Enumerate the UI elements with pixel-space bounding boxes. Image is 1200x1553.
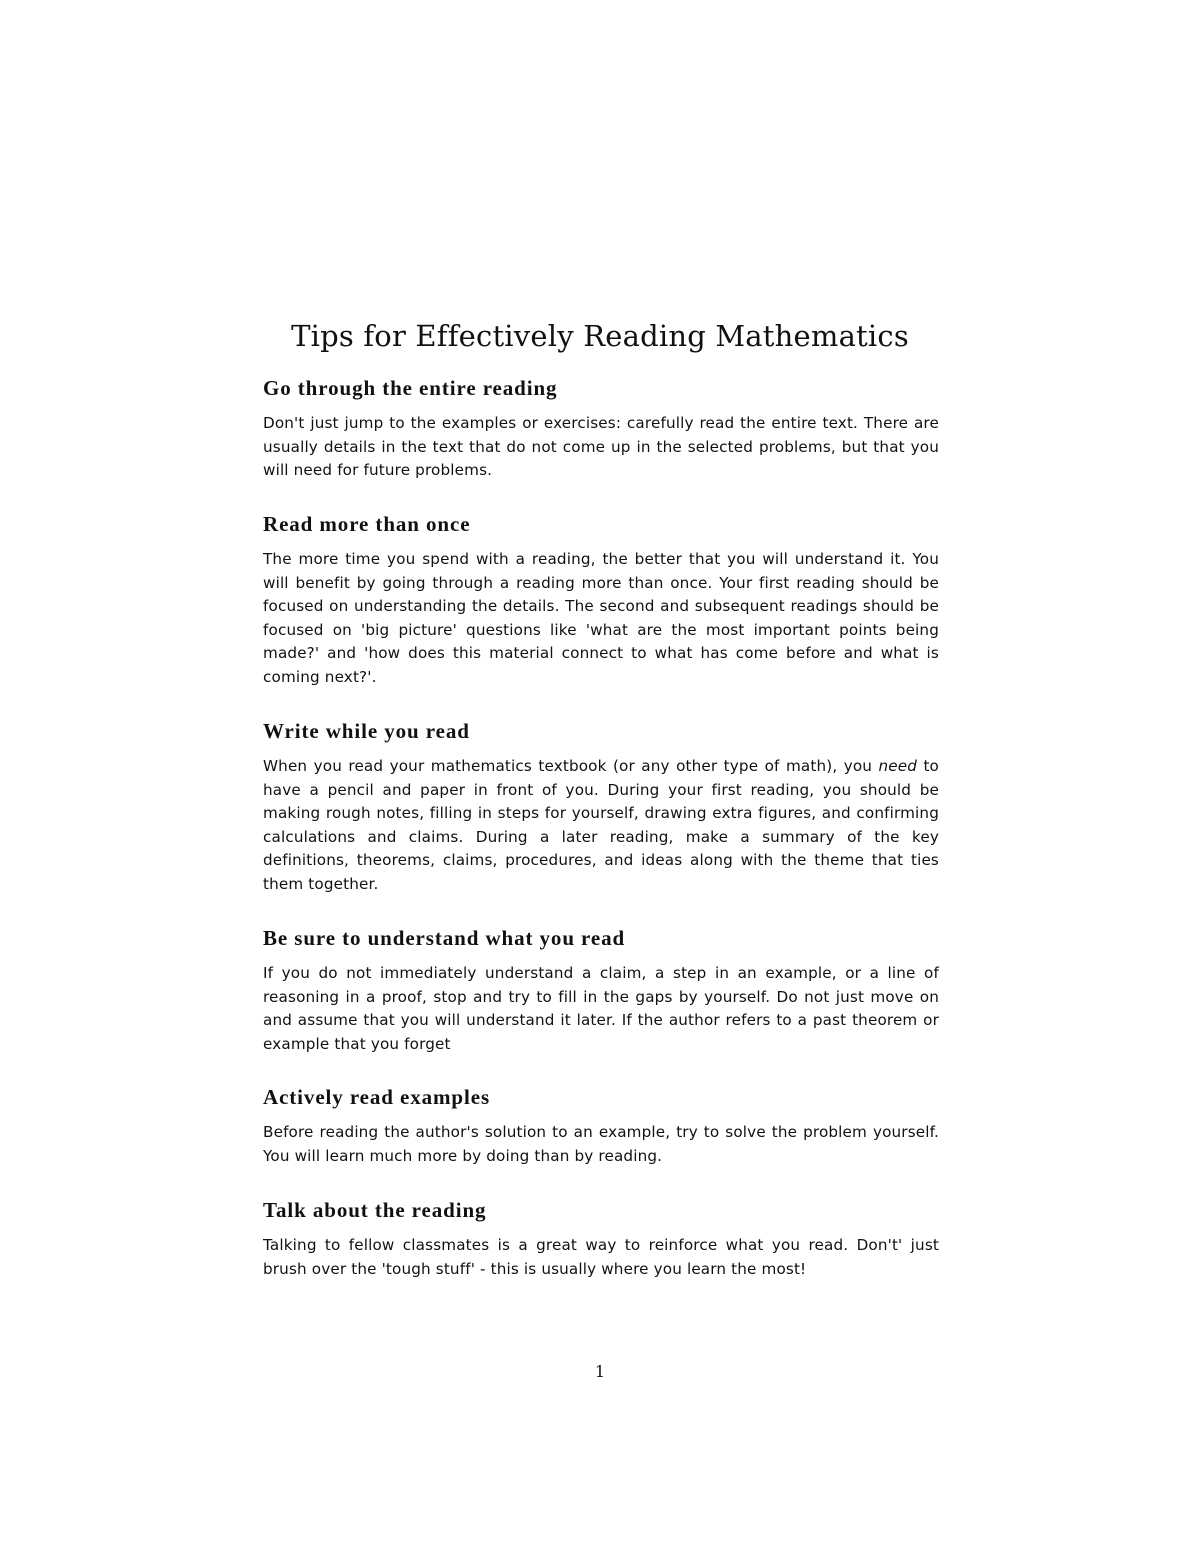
section-heading: Write while you read [263,719,470,743]
body-text-end: to have a pencil and paper in front of you. During your first reading, you should be making rough notes, filling in steps for yourself, drawing extra figures, and confirming calculations and claims. During a later reading, make a summary of the key definitions, theorems, claims, procedures, and ideas along with the theme that ties them together. [263,757,940,893]
section-body: The more time you spend with a reading, the better that you will understand it. You will benefit by going through a reading more than once. Your first reading should be focused on understanding the details. The second and subsequent readings should be focused on 'big picture' questions like 'what are the most important points being made?' and 'how does this material connect to what has come before and what is coming next?'. [263,550,939,686]
section-understand [263,924,939,1056]
section-body: Before reading the author's solution to an example, try to solve the problem yourself. You will learn much more by doing than by reading. [263,1123,939,1165]
section-heading: Actively read examples [263,1085,491,1109]
page-number: 1 [594,1362,606,1381]
section-talk-about [263,1196,939,1281]
section-heading: Talk about the reading [263,1198,487,1222]
page-title: Tips for Effectively Reading Mathematics [291,319,909,353]
section-body: Talking to fellow classmates is a great way to reinforce what you read. Don't' just brush over the 'tough stuff' - this is usually where you learn the most! [263,1236,939,1278]
section-body: If you do not immediately understand a claim, a step in an example, or a line of reasoning in a proof, stop and try to fill in the gaps by yourself. Do not just move on and assume that you will understand it later. If the author refers to a past theorem or example that you forget [263,964,939,1053]
section-read-more [263,510,939,689]
section-body [263,755,939,896]
section-write-while-read [263,717,939,896]
section-entire-reading [263,374,939,483]
body-text-start: When you read your mathematics textbook (or any other type of math), you [263,757,879,775]
section-heading: Be sure to understand what you read [263,926,626,950]
section-heading: Read more than once [263,512,471,536]
section-actively-read [263,1083,939,1168]
section-heading: Go through the entire reading [263,376,558,400]
section-body: Don't just jump to the examples or exercises: carefully read the entire text. There are usually details in the text that do not come up in the selected problems, but that you will need for future problems. [263,414,939,479]
emphasis-text: need [878,757,918,775]
